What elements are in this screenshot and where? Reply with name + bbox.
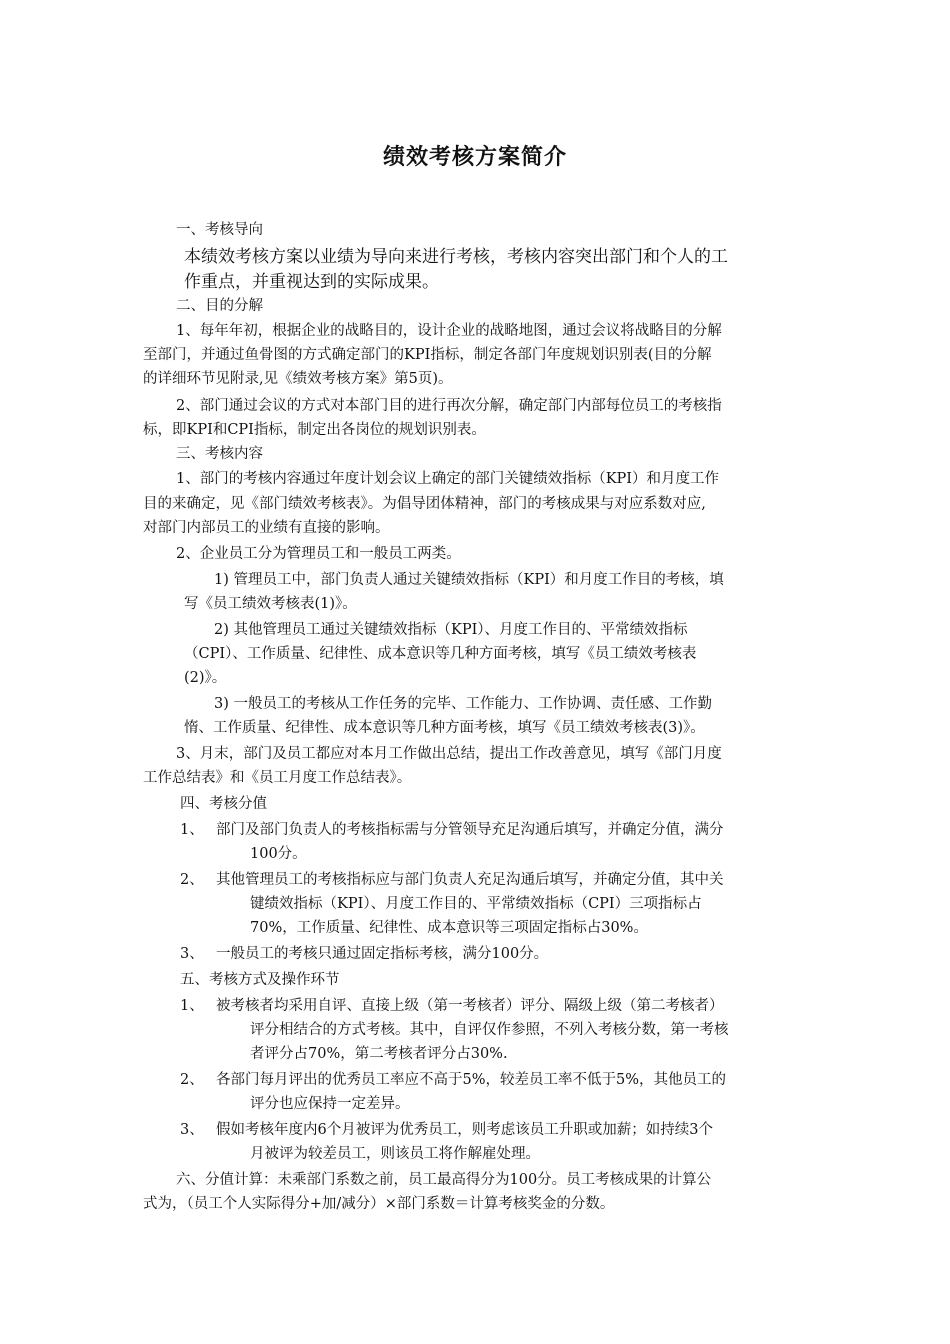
section-heading-2: 二、目的分解 xyxy=(176,298,263,314)
list-number: 1、 xyxy=(180,998,204,1014)
list-number: 1、 xyxy=(180,822,204,838)
list-item-line: 被考核者均采用自评、直接上级（第一考核者）评分、隔级上级（第二考核者） xyxy=(216,998,724,1014)
paragraph-line: 标，即KPI和CPI指标，制定出各岗位的规划识别表。 xyxy=(143,422,486,438)
section-heading-4: 四、考核分值 xyxy=(180,796,267,812)
list-item-line: 各部门每月评出的优秀员工率应不高于5%，较差员工率不低于5%，其他员工的 xyxy=(216,1072,727,1088)
paragraph-line: 至部门，并通过鱼骨图的方式确定部门的KPI指标，制定各部门年度规划识别表(目的分解 xyxy=(143,347,712,363)
list-item-line: 部门及部门负责人的考核指标需与分管领导充足沟通后填写，并确定分值，满分 xyxy=(216,822,724,838)
list-number: 3、 xyxy=(180,1122,204,1138)
list-number: 2、 xyxy=(180,872,204,888)
sub-item-line: 3) 一般员工的考核从工作任务的完毕、工作能力、工作协调、责任感、工作勤 xyxy=(214,696,712,712)
sub-item-line: 2) 其他管理员工通过关键绩效指标（KPI）、月度工作目的、平常绩效指标 xyxy=(214,622,688,638)
sub-item-line: （CPI）、工作质量、纪律性、成本意识等几种方面考核，填写《员工绩效考核表 xyxy=(184,646,697,662)
section-heading-5: 五、考核方式及操作环节 xyxy=(180,972,340,988)
paragraph-line: 1、每年年初，根据企业的战略目的，设计企业的战略地图，通过会议将战略目的分解 xyxy=(176,323,722,339)
document-title: 绩效考核方案简介 xyxy=(382,144,567,170)
paragraph-line: 3、月末，部门及员工都应对本月工作做出总结，提出工作改善意见，填写《部门月度 xyxy=(176,746,722,762)
paragraph-line: 目的来确定，见《部门绩效考核表》。为倡导团体精神，部门的考核成果与对应系数对应, xyxy=(143,496,706,512)
list-item-line: 月被评为较差员工，则该员工将作解雇处理。 xyxy=(250,1146,540,1162)
list-item-line: 评分也应保持一定差异。 xyxy=(250,1096,410,1112)
section-six-line: 式为，（员工个人实际得分+加/减分）×部门系数＝计算考核奖金的分数。 xyxy=(143,1196,615,1212)
sub-item-line: (2)》。 xyxy=(184,670,227,686)
sub-item-line: 1) 管理员工中，部门负责人通过关键绩效指标（KPI）和月度工作目的考核，填 xyxy=(214,572,724,588)
sub-item-line: 惰、工作质量、纪律性、成本意识等几种方面考核，填写《员工绩效考核表(3)》。 xyxy=(184,720,705,736)
paragraph-line: 2、企业员工分为管理员工和一般员工两类。 xyxy=(176,546,461,562)
list-item-line: 70%，工作质量、纪律性、成本意识等三项固定指标占30%。 xyxy=(250,920,648,936)
paragraph-line: 2、部门通过会议的方式对本部门目的进行再次分解，确定部门内部每位员工的考核指 xyxy=(176,398,722,414)
paragraph-line: 工作总结表》和《员工月度工作总结表》。 xyxy=(143,770,412,786)
list-number: 3、 xyxy=(180,946,204,962)
sub-item-line: 写《员工绩效考核表(1)》。 xyxy=(184,596,357,612)
paragraph-line: 对部门内部员工的业绩有直接的影响。 xyxy=(143,520,390,536)
section-six-line: 六、分值计算：未乘部门系数之前，员工最高得分为100分。员工考核成果的计算公 xyxy=(176,1172,712,1188)
list-item-line: 者评分占70%，第二考核者评分占30%. xyxy=(250,1046,508,1062)
list-item-line: 评分相结合的方式考核。其中，自评仅作参照，不列入考核分数，第一考核 xyxy=(250,1022,729,1038)
list-item-line: 100分。 xyxy=(250,846,307,862)
paragraph-line: 1、部门的考核内容通过年度计划会议上确定的部门关键绩效指标（KPI）和月度工作 xyxy=(176,471,720,487)
list-item-line: 键绩效指标（KPI）、月度工作目的、平常绩效指标（CPI）三项指标占 xyxy=(250,896,702,912)
paragraph-line: 作重点，并重视达到的实际成果。 xyxy=(184,272,439,292)
section-heading-3: 三、考核内容 xyxy=(176,446,263,462)
paragraph-line: 的详细环节见附录,见《绩效考核方案》第5页)。 xyxy=(143,371,453,387)
list-item-line: 一般员工的考核只通过固定指标考核，满分100分。 xyxy=(216,946,549,962)
section-heading-1: 一、考核导向 xyxy=(176,222,263,238)
paragraph-line: 本绩效考核方案以业绩为导向来进行考核，考核内容突出部门和个人的工 xyxy=(184,247,728,267)
list-item-line: 假如考核年度内6个月被评为优秀员工，则考虑该员工升职或加薪；如持续3个 xyxy=(216,1122,713,1138)
list-number: 2、 xyxy=(180,1072,204,1088)
list-item-line: 其他管理员工的考核指标应与部门负责人充足沟通后填写，并确定分值，其中关 xyxy=(216,872,724,888)
